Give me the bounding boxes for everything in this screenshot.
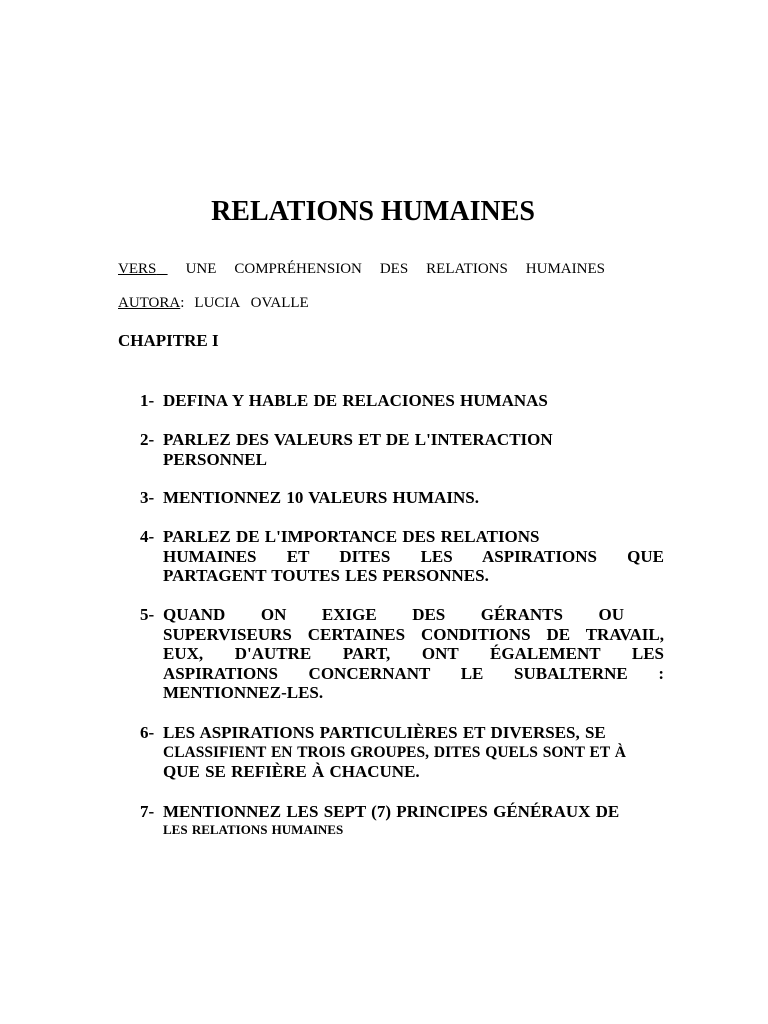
question-item: [140, 802, 664, 838]
question-item: [140, 527, 664, 586]
author-name: LUCIA OVALLE: [194, 295, 309, 311]
subtitle-word: RELATIONS: [426, 261, 508, 277]
question-item: [140, 723, 664, 782]
author-label: AUTORA: [118, 295, 181, 311]
question-text: QUAND ON EXIGE DES GÉRANTS OU SUPERVISEURS CERTAINES CONDITIONS DE TRAVAIL, EUX, D'AUTRE PART, ONT ÉGALEMENT LES ASPIRATIONS CONCERNANT LE SUBALTERNE : MENTIONNEZ-LES.: [163, 605, 664, 702]
question-item: [140, 488, 664, 508]
subtitle-word: HUMAINES: [525, 261, 605, 277]
question-text: MENTIONNEZ LES SEPT (7) PRINCIPES GÉNÉRAUX DE LES RELATIONS HUMAINES: [163, 802, 620, 837]
document-title: RELATIONS HUMAINES: [211, 196, 535, 227]
question-item: [140, 430, 664, 469]
question-text: MENTIONNEZ 10 VALEURS HUMAINS.: [163, 488, 479, 507]
question-text: PARLEZ DE L'IMPORTANCE DES RELATIONS HUMAINES ET DITES LES ASPIRATIONS QUE PARTAGENT TOUTES LES PERSONNES.: [163, 527, 664, 585]
question-text: DEFINA Y HABLE DE RELACIONES HUMANAS: [163, 391, 548, 410]
question-number: 2-: [140, 430, 155, 449]
subtitle-word: COMPRÉHENSION: [234, 261, 362, 277]
question-item: [140, 391, 664, 411]
question-text: LES ASPIRATIONS PARTICULIÈRES ET DIVERSES, SE CLASSIFIENT EN TROIS GROUPES, DITES QUELS SONT ET À QUE SE REFIÈRE À CHACUNE.: [163, 723, 626, 781]
question-number: 6-: [140, 723, 155, 742]
question-number: 4-: [140, 527, 155, 546]
question-number: 5-: [140, 605, 155, 624]
question-item: [140, 605, 664, 703]
subtitle-word: UNE: [185, 261, 217, 277]
question-number: 1-: [140, 391, 155, 410]
chapter-heading: CHAPITRE I: [118, 331, 219, 350]
document-subtitle: [118, 259, 605, 279]
question-number: 7-: [140, 802, 155, 821]
question-text: PARLEZ DES VALEURS ET DE L'INTERACTION PERSONNEL: [163, 430, 553, 469]
question-number: 3-: [140, 488, 155, 507]
subtitle-word-vers: VERS: [118, 261, 157, 277]
author-separator: :: [180, 295, 185, 311]
author-line: [118, 293, 309, 313]
subtitle-word: DES: [379, 261, 409, 277]
